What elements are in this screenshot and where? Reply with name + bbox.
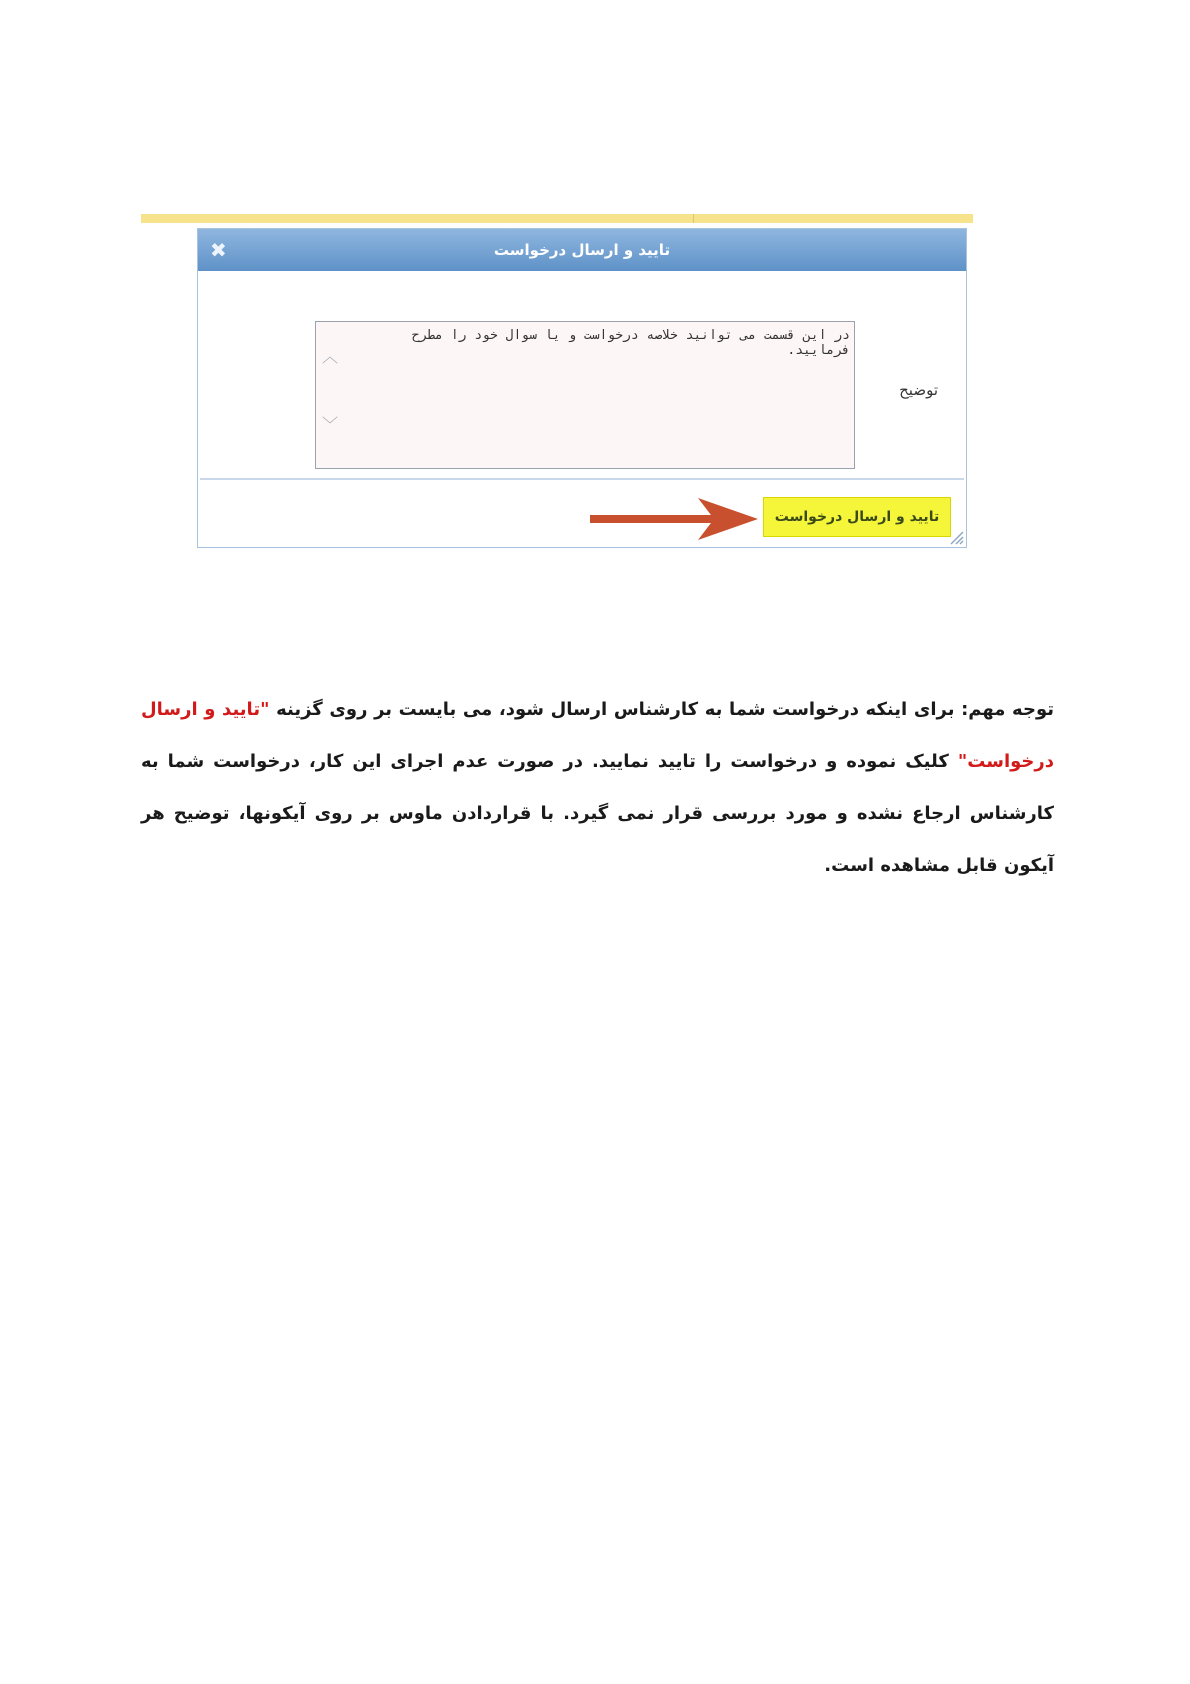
textarea-value: در این قسمت می توانید خلاصه درخواست و یا سوال خود را مطرح فرمایید. [411,328,850,358]
dialog-titlebar [198,229,966,271]
top-bar-tick [693,214,694,223]
arrow-right-icon [590,494,760,544]
paragraph-highlight: "تایید و ارسال درخواست" [141,699,1054,772]
description-textarea[interactable] [315,321,855,469]
paragraph-part2: کلیک نموده و درخواست را تایید نمایید. در صورت عدم اجرای این کار، درخواست شما به کارشناس ارجاع نشده و مورد بررسی قرار نمی گیرد. با قراردادن ماوس بر روی آیکونها، توضیح هر آیکون قابل مشاهده است. [141,751,1054,876]
confirm-send-dialog [197,228,967,548]
close-icon[interactable]: ✖ [210,238,227,262]
paragraph-part1: توجه مهم: برای اینکه درخواست شما به کارشناس ارسال شود، می بایست بر روی گزینه [269,699,1054,720]
scroll-down-icon[interactable]: ﹀ [322,415,339,434]
scroll-up-icon[interactable]: ︿ [322,347,339,366]
description-label: توضیح [899,381,938,399]
top-highlight-bar [141,214,973,223]
resize-grip-icon[interactable] [948,529,964,545]
instruction-paragraph [141,684,1054,892]
confirm-send-button[interactable]: تایید و ارسال درخواست [763,497,951,537]
dialog-divider [200,478,964,480]
dialog-title: تایید و ارسال درخواست [493,241,671,259]
